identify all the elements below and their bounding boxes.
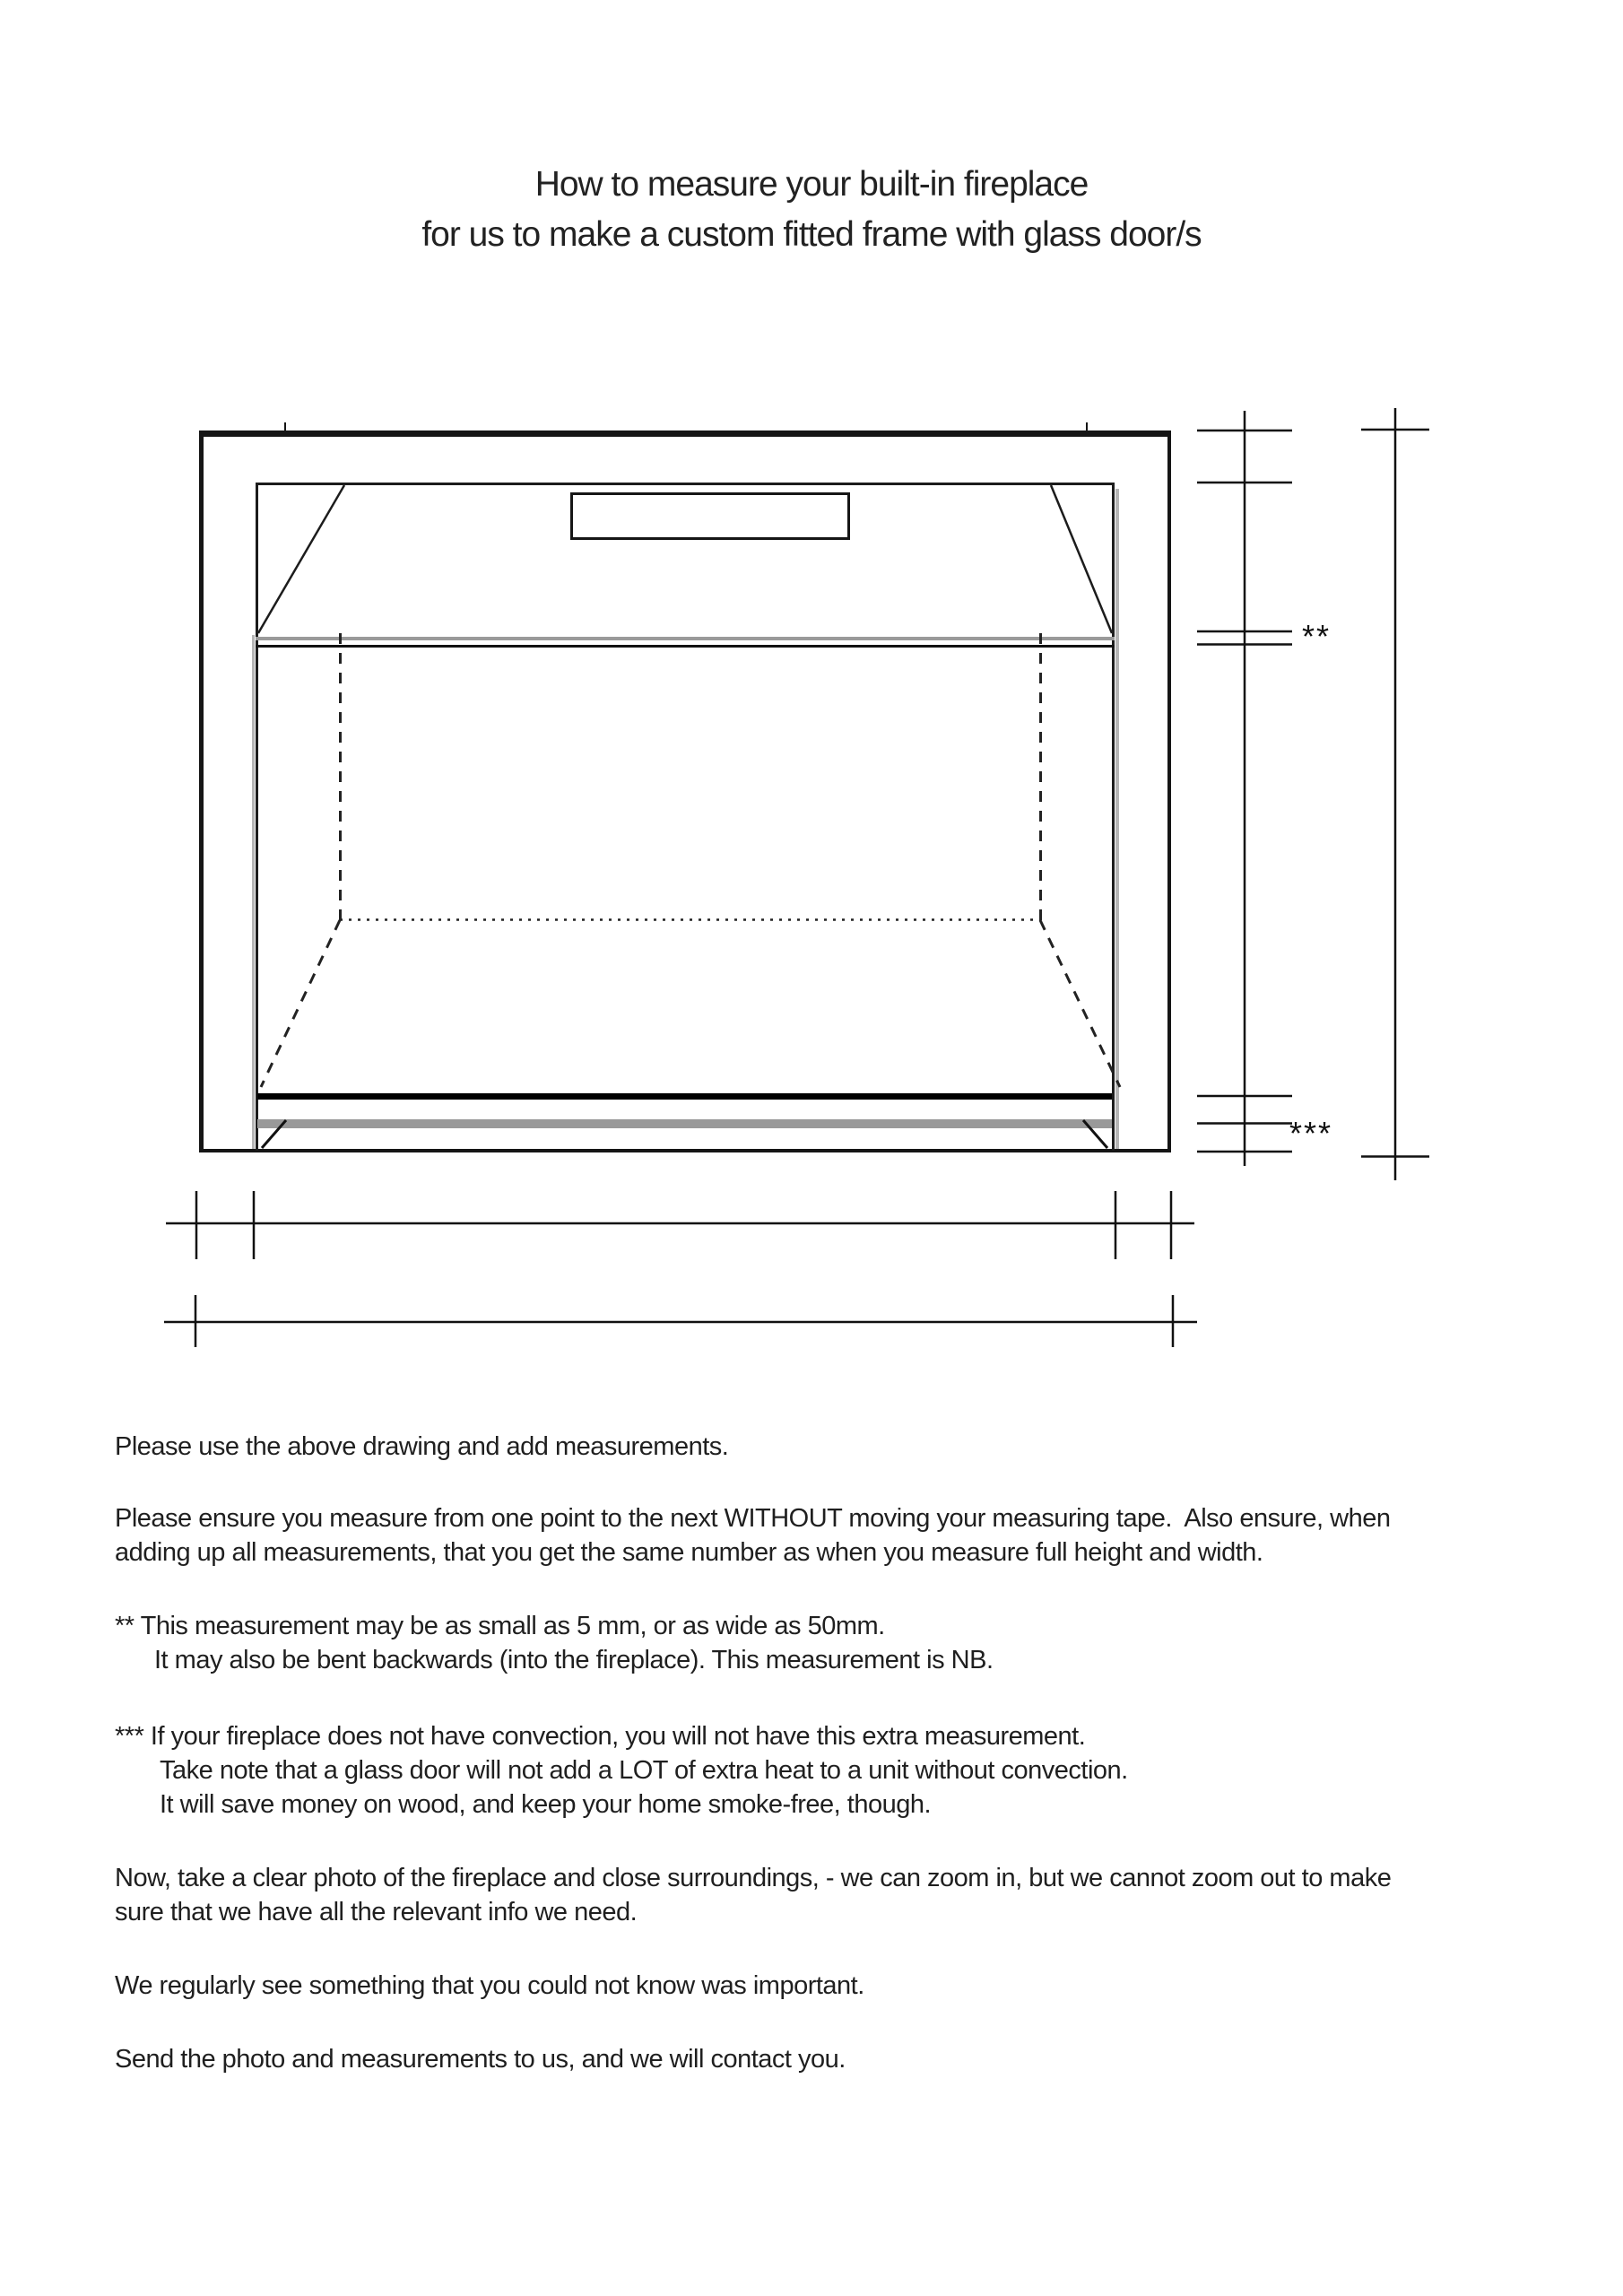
text-line: Send the photo and measurements to us, and we will contact you. — [115, 2045, 846, 2074]
dim-line-height-full — [1361, 408, 1429, 1180]
dim-line-height-segments — [1197, 411, 1292, 1166]
page-title-line-2: for us to make a custom fitted frame with glass door/s — [421, 215, 1202, 254]
text-line: Take note that a glass door will not add a LOT of extra heat to a unit without convection. — [160, 1756, 1128, 1785]
paragraph-triple-star-note — [115, 1719, 1128, 1822]
dim-line-width-segments — [166, 1191, 1194, 1259]
inner-frame — [254, 483, 1118, 1151]
text-line: adding up all measurements, that you get the same number as when you measure full height and width. — [115, 1538, 1263, 1567]
gap-label-triple-star: *** — [1289, 1115, 1333, 1152]
lintel — [256, 639, 1115, 647]
floor-diagonal-left — [261, 920, 340, 1087]
hood-diagonal-right — [1051, 485, 1112, 633]
text-line: sure that we have all the relevant info we need. — [115, 1898, 638, 1926]
dim-line-width-full — [164, 1295, 1197, 1347]
text-line: It may also be bent backwards (into the fireplace). This measurement is NB. — [154, 1646, 994, 1674]
text-line: Now, take a clear photo of the fireplace and close surroundings, - we can zoom in, but we cannot zoom out to make — [115, 1864, 1392, 1892]
paragraph-send-instructions — [115, 2042, 846, 2076]
damper-rect — [572, 494, 849, 539]
gap-label-double-star: ** — [1302, 618, 1332, 655]
floor-diagonal-right — [1040, 920, 1120, 1087]
text-line: We regularly see something that you could not know was important. — [115, 1971, 864, 2000]
page-title-line-1: How to measure your built-in fireplace — [534, 165, 1089, 204]
paragraph-use-drawing — [115, 1430, 728, 1464]
paragraph-photo-request — [115, 1861, 1391, 1929]
firebox-perspective — [261, 633, 1120, 1087]
paragraph-importance-note — [115, 1969, 864, 2003]
paragraph-double-star-note — [115, 1609, 994, 1677]
text-line: It will save money on wood, and keep your home smoke-free, though. — [160, 1790, 932, 1819]
text-line: Please use the above drawing and add measurements. — [115, 1432, 729, 1461]
hood-diagonal-left — [258, 485, 344, 633]
paragraph-measure-continuously — [115, 1501, 1390, 1570]
text-line: *** If your fireplace does not have convection, you will not have this extra measurement. — [115, 1722, 1086, 1751]
text-line: Please ensure you measure from one point to the next WITHOUT moving your measuring tape. Also ensure, when — [115, 1504, 1391, 1533]
text-line: ** This measurement may be as small as 5 mm, or as wide as 50mm. — [115, 1612, 885, 1640]
